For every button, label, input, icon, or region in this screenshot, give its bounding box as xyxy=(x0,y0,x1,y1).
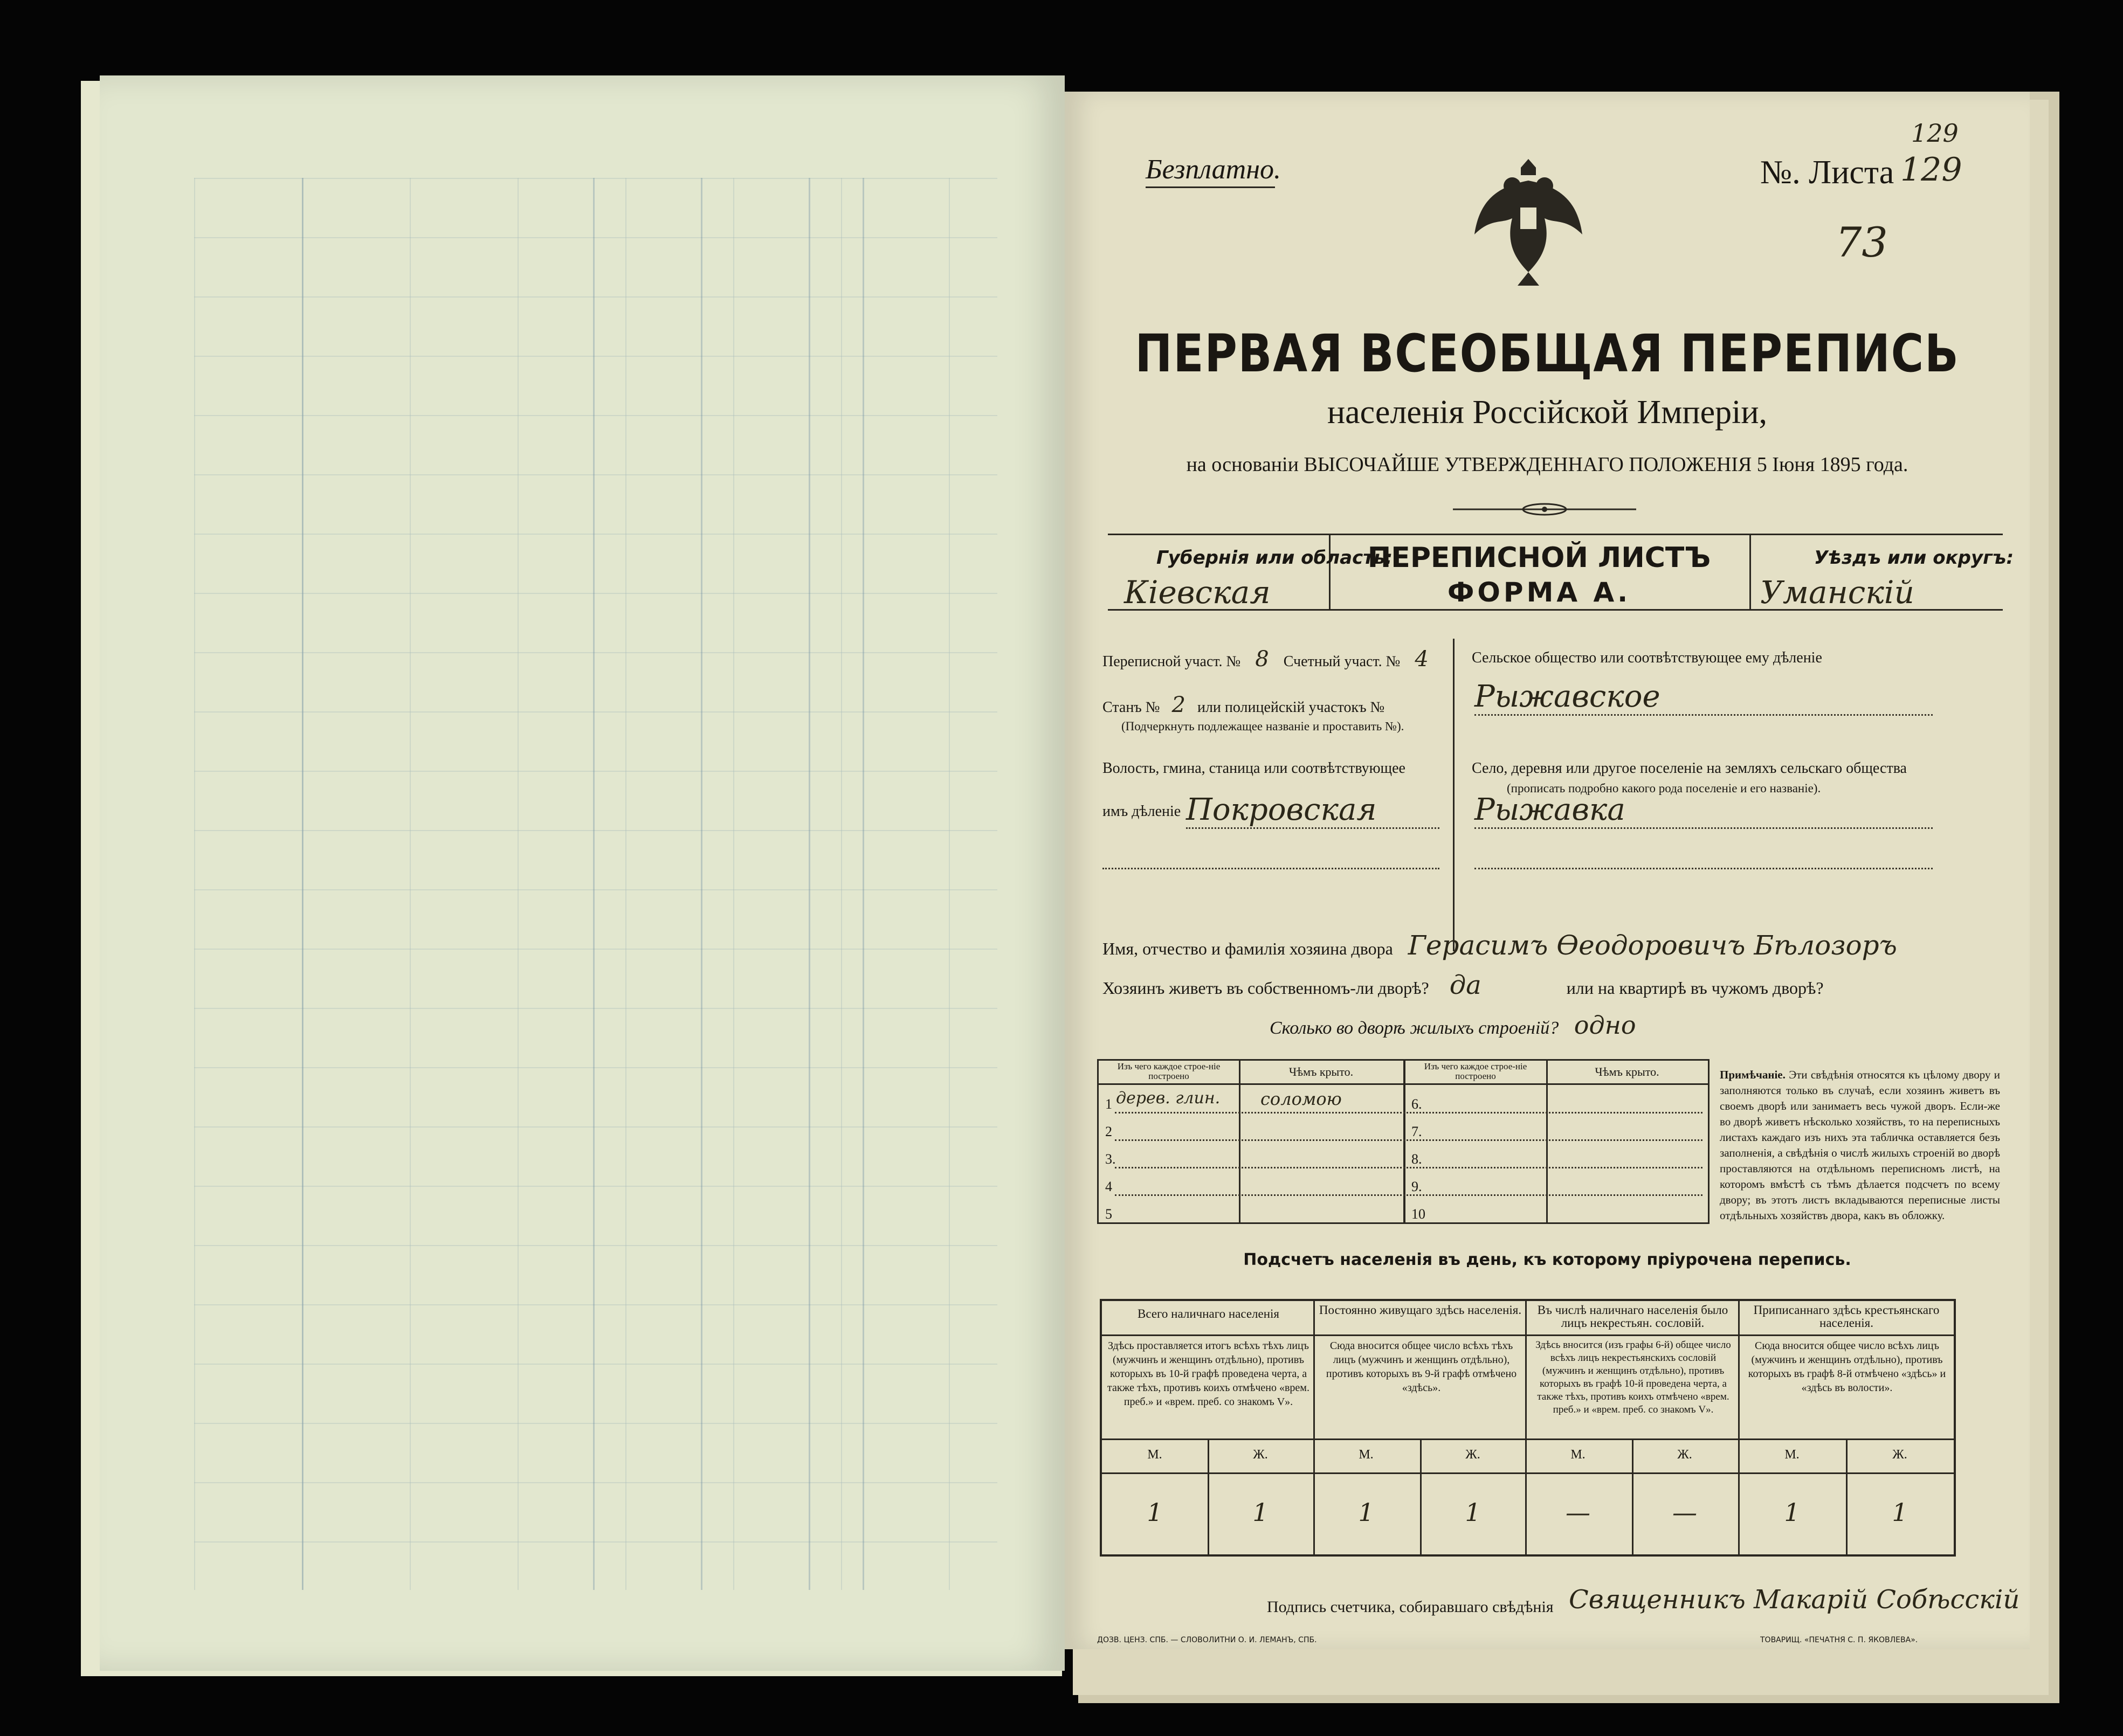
row-number: 9. xyxy=(1411,1179,1422,1194)
zh-label: Ж. xyxy=(1465,1448,1480,1462)
gubernia-label: Губернія или область: xyxy=(1156,547,1393,569)
census-sheet xyxy=(1065,92,2030,1649)
count-value-m: 1 xyxy=(1784,1498,1800,1527)
note-block xyxy=(1720,1067,2000,1223)
table-rule xyxy=(1102,1472,1954,1474)
police-label: или полицейскій участокъ № xyxy=(1197,699,1385,716)
volost-label: Волость, гмина, станица или соотвѣтствующее xyxy=(1102,760,1405,777)
perepisnoi-value: 8 xyxy=(1255,647,1269,672)
left-grid-column xyxy=(593,178,595,1590)
form-name: ФОРМА А. xyxy=(1447,577,1631,608)
obshchestvo-value: Рыжавское xyxy=(1474,679,1660,714)
count-col-title: Въ числѣ наличнаго населенія было лицъ некрестьян. сословій. xyxy=(1537,1303,1728,1330)
left-page-faint-grid xyxy=(194,178,997,1590)
row-number: 5 xyxy=(1105,1206,1112,1222)
count-heading: Подсчетъ населенія въ день, къ которому пріурочена перепись. xyxy=(1243,1250,1851,1269)
selo-label: Село, деревня или другое поселеніе на земляхъ сельскаго общества xyxy=(1472,760,1907,777)
perepisnoi-row xyxy=(1102,647,1439,672)
census-basis: на основаніи ВЫСОЧАЙШЕ УТВЕРЖДЕННАГО ПОЛОЖЕНІЯ 5 Іюня 1895 года. xyxy=(1186,453,1908,476)
selo-value: Рыжавка xyxy=(1474,792,1625,827)
row-dotted-line xyxy=(1115,1112,1702,1113)
table-rule xyxy=(1102,1334,1954,1336)
lives-row xyxy=(1102,970,1824,1000)
buildings-header-roof-2: Чѣмъ крыто. xyxy=(1595,1065,1659,1078)
row-dotted-line xyxy=(1115,1194,1702,1196)
selo-dotted-line-2 xyxy=(1474,868,1933,869)
ornament-divider-icon xyxy=(1453,501,1636,517)
selo-note: (прописать подробно какого рода поселеніе и его названіе). xyxy=(1507,781,1821,795)
row-number: 7. xyxy=(1411,1124,1422,1139)
table-rule xyxy=(1403,1061,1405,1222)
left-grid-column xyxy=(701,178,702,1590)
owner-label: Имя, отчество и фамилія хозяина двора xyxy=(1102,939,1393,958)
table-rule xyxy=(1102,1438,1954,1440)
volost-dotted-line-2 xyxy=(1102,868,1439,869)
table-rule xyxy=(1239,1061,1240,1222)
table-rule xyxy=(1546,1061,1548,1222)
buildings-left-numbers xyxy=(1105,1090,1116,1228)
buildings-right-numbers xyxy=(1411,1090,1425,1228)
owner-row xyxy=(1102,930,1897,961)
row-number: 8. xyxy=(1411,1151,1422,1167)
census-title: ПЕРВАЯ ВСЕОБЩАЯ ПЕРЕПИСЬ xyxy=(1135,323,1960,384)
row-number: 3. xyxy=(1105,1151,1116,1167)
gubernia-value: Кіевская xyxy=(1124,574,1271,611)
stan-row xyxy=(1102,693,1384,717)
count-col-desc: Здѣсь вносится (изъ графы 6-й) общее число всѣхъ лицъ некрестьянскихъ сословій (мужчинъ и женщинъ отдѣльно), противъ которыхъ въ графѣ 10-й проведена черта, а также тѣхъ, противъ коихъ отмѣчено «врем. преб.» и «врем. преб. со знакомъ V». xyxy=(1535,1339,1731,1415)
perepisnoi-label: Переписной участ. № xyxy=(1102,653,1241,670)
left-grid-column xyxy=(863,178,864,1590)
count-col-desc: Здѣсь проставляется итогъ всѣхъ тѣхъ лицъ (мужчинъ и женщинъ отдѣльно), противъ которыхъ въ 10-й графѣ проведена черта, а также тѣхъ, противъ коихъ отмѣчено «врем. преб.» и «врем. преб. со знакомъ V». xyxy=(1107,1340,1309,1408)
fields-divider xyxy=(1453,639,1455,951)
count-col-title: Приписаннаго здѣсь крестьянскаго населенія. xyxy=(1753,1303,1940,1330)
uezd-label: Уѣздъ или округъ: xyxy=(1814,547,2014,569)
buildings-header-material: Изъ чего каждое строе-ніе построено xyxy=(1117,1061,1221,1081)
m-label: М. xyxy=(1359,1448,1374,1462)
count-value-zh: — xyxy=(1672,1498,1697,1527)
lives-label2: или на квартирѣ въ чужомъ дворѣ? xyxy=(1566,978,1824,998)
folio-number: 73 xyxy=(1836,218,1888,266)
signature-label: Подпись счетчика, собиравшаго свѣдѣнія xyxy=(1267,1598,1554,1616)
obshchestvo-label: Сельское общество или соотвѣтствующее ему дѣленіе xyxy=(1472,649,1822,666)
double-headed-eagle-emblem-icon xyxy=(1469,148,1588,288)
count-value-m: 1 xyxy=(1358,1498,1374,1527)
m-label: М. xyxy=(1570,1448,1586,1462)
count-value-m: 1 xyxy=(1147,1498,1163,1527)
building-roof-value: соломою xyxy=(1260,1089,1342,1109)
selo-dotted-line xyxy=(1474,827,1933,829)
count-value-zh: 1 xyxy=(1465,1498,1481,1527)
obshchestvo-dotted-line xyxy=(1474,714,1933,716)
schetny-label: Счетный участ. № xyxy=(1283,653,1401,670)
count-col-desc: Сюда вносится общее число всѣхъ тѣхъ лицъ (мужчинъ и женщинъ отдѣльно), противъ которыхъ въ 9-й графѣ отмѣчено «здѣсь». xyxy=(1326,1340,1517,1394)
volost-value: Покровская xyxy=(1186,792,1377,827)
buildings-label: Сколько во дворѣ жилыхъ строеній? xyxy=(1270,1018,1559,1038)
stan-value: 2 xyxy=(1171,693,1185,717)
footer-left: ДОЗВ. ЦЕНЗ. СПБ. — СЛОВОЛИТНИ О. И. ЛЕМАНЪ, СПБ. xyxy=(1097,1636,1317,1644)
count-col-desc: Сюда вносится общее число всѣхъ лицъ (мужчинъ и женщинъ отдѣльно), противъ которыхъ въ графѣ 8-й отмѣчено «здѣсь» и «здѣсь въ волости». xyxy=(1748,1340,1946,1394)
sheet-number-top: 129 xyxy=(1911,119,1959,148)
row-number: 10 xyxy=(1411,1206,1425,1222)
m-label: М. xyxy=(1784,1448,1800,1462)
count-value-zh: 1 xyxy=(1892,1498,1908,1527)
row-number: 4 xyxy=(1105,1179,1112,1194)
buildings-row xyxy=(1270,1011,1636,1040)
row-number: 1 xyxy=(1105,1096,1112,1112)
note-text: Эти свѣдѣнія относятся къ цѣлому двору и заполняются только въ случаѣ, если хозяинъ живетъ въ своемъ дворѣ или занимаетъ весь чужой дворъ. Если-же во дворѣ живетъ нѣсколько хозяйствъ, то на переписныхъ листахъ каждаго изъ нихъ эта табличка оставляется безъ заполненія, а свѣдѣнія о числѣ жилыхъ строеній во дворѣ проставляются на отдѣльномъ переписномъ листѣ, на которомъ вмѣстѣ съ тѣмъ дѣлается подсчетъ по всему двору; въ этотъ листъ вкладываются переписные листы отдѣльныхъ хозяйствъ двора, какъ въ обложку. xyxy=(1720,1068,2001,1222)
count-table xyxy=(1100,1299,1956,1557)
m-label: М. xyxy=(1147,1448,1162,1462)
left-grid-column xyxy=(809,178,810,1590)
zh-label: Ж. xyxy=(1253,1448,1268,1462)
row-dotted-line xyxy=(1115,1167,1702,1168)
free-label: Безплатно. xyxy=(1146,154,1281,185)
form-header-divider xyxy=(1749,534,1751,611)
uezd-value: Уманскій xyxy=(1760,574,1914,611)
stan-label: Станъ № xyxy=(1102,699,1160,716)
count-value-zh: 1 xyxy=(1252,1498,1269,1527)
count-col-title: Всего наличнаго населенія xyxy=(1137,1307,1280,1320)
volost-dotted-line xyxy=(1186,827,1439,829)
building-material-value: дерев. глин. xyxy=(1116,1089,1221,1108)
underline-note: (Подчеркнуть подлежащее названіе и проставить №). xyxy=(1121,720,1404,733)
buildings-value: одно xyxy=(1574,1011,1636,1040)
volost-label2: имъ дѣленіе xyxy=(1102,803,1181,820)
zh-label: Ж. xyxy=(1677,1448,1692,1462)
sheet-title: ПЕРЕПИСНОЙ ЛИСТЪ xyxy=(1367,542,1711,574)
buildings-table xyxy=(1097,1059,1710,1224)
row-number: 2 xyxy=(1105,1124,1112,1139)
note-title: Примѣчаніе. xyxy=(1720,1068,1786,1081)
lives-label: Хозяинъ живетъ въ собственномъ-ли дворѣ? xyxy=(1102,978,1429,998)
count-col-title: Постоянно живущаго здѣсь населенія. xyxy=(1319,1303,1522,1317)
sheet-number: 129 xyxy=(1900,151,1962,189)
count-value-m: — xyxy=(1566,1498,1590,1527)
sheet-number-label: №. Листа xyxy=(1760,154,1894,191)
lives-value: да xyxy=(1449,970,1481,1000)
signature-value: Священникъ Макарій Собѣсскій xyxy=(1569,1585,2020,1615)
zh-label: Ж. xyxy=(1892,1448,1907,1462)
form-header-rule-top xyxy=(1108,534,2003,535)
footer-right: ТОВАРИЩ. «ПЕЧАТНЯ С. П. ЯКОВЛЕВА». xyxy=(1760,1636,1918,1644)
schetny-value: 4 xyxy=(1415,647,1429,672)
row-dotted-line xyxy=(1115,1139,1702,1141)
owner-value: Герасимъ Өеодоровичъ Бѣлозоръ xyxy=(1408,930,1897,961)
left-grid-column xyxy=(302,178,304,1590)
buildings-header-material-2: Изъ чего каждое строе-ніе построено xyxy=(1424,1061,1527,1081)
row-number: 6. xyxy=(1411,1096,1422,1112)
buildings-header-roof: Чѣмъ крыто. xyxy=(1288,1065,1354,1078)
free-underline xyxy=(1146,186,1275,188)
census-subtitle: населенія Россійской Имперіи, xyxy=(1327,394,1768,431)
